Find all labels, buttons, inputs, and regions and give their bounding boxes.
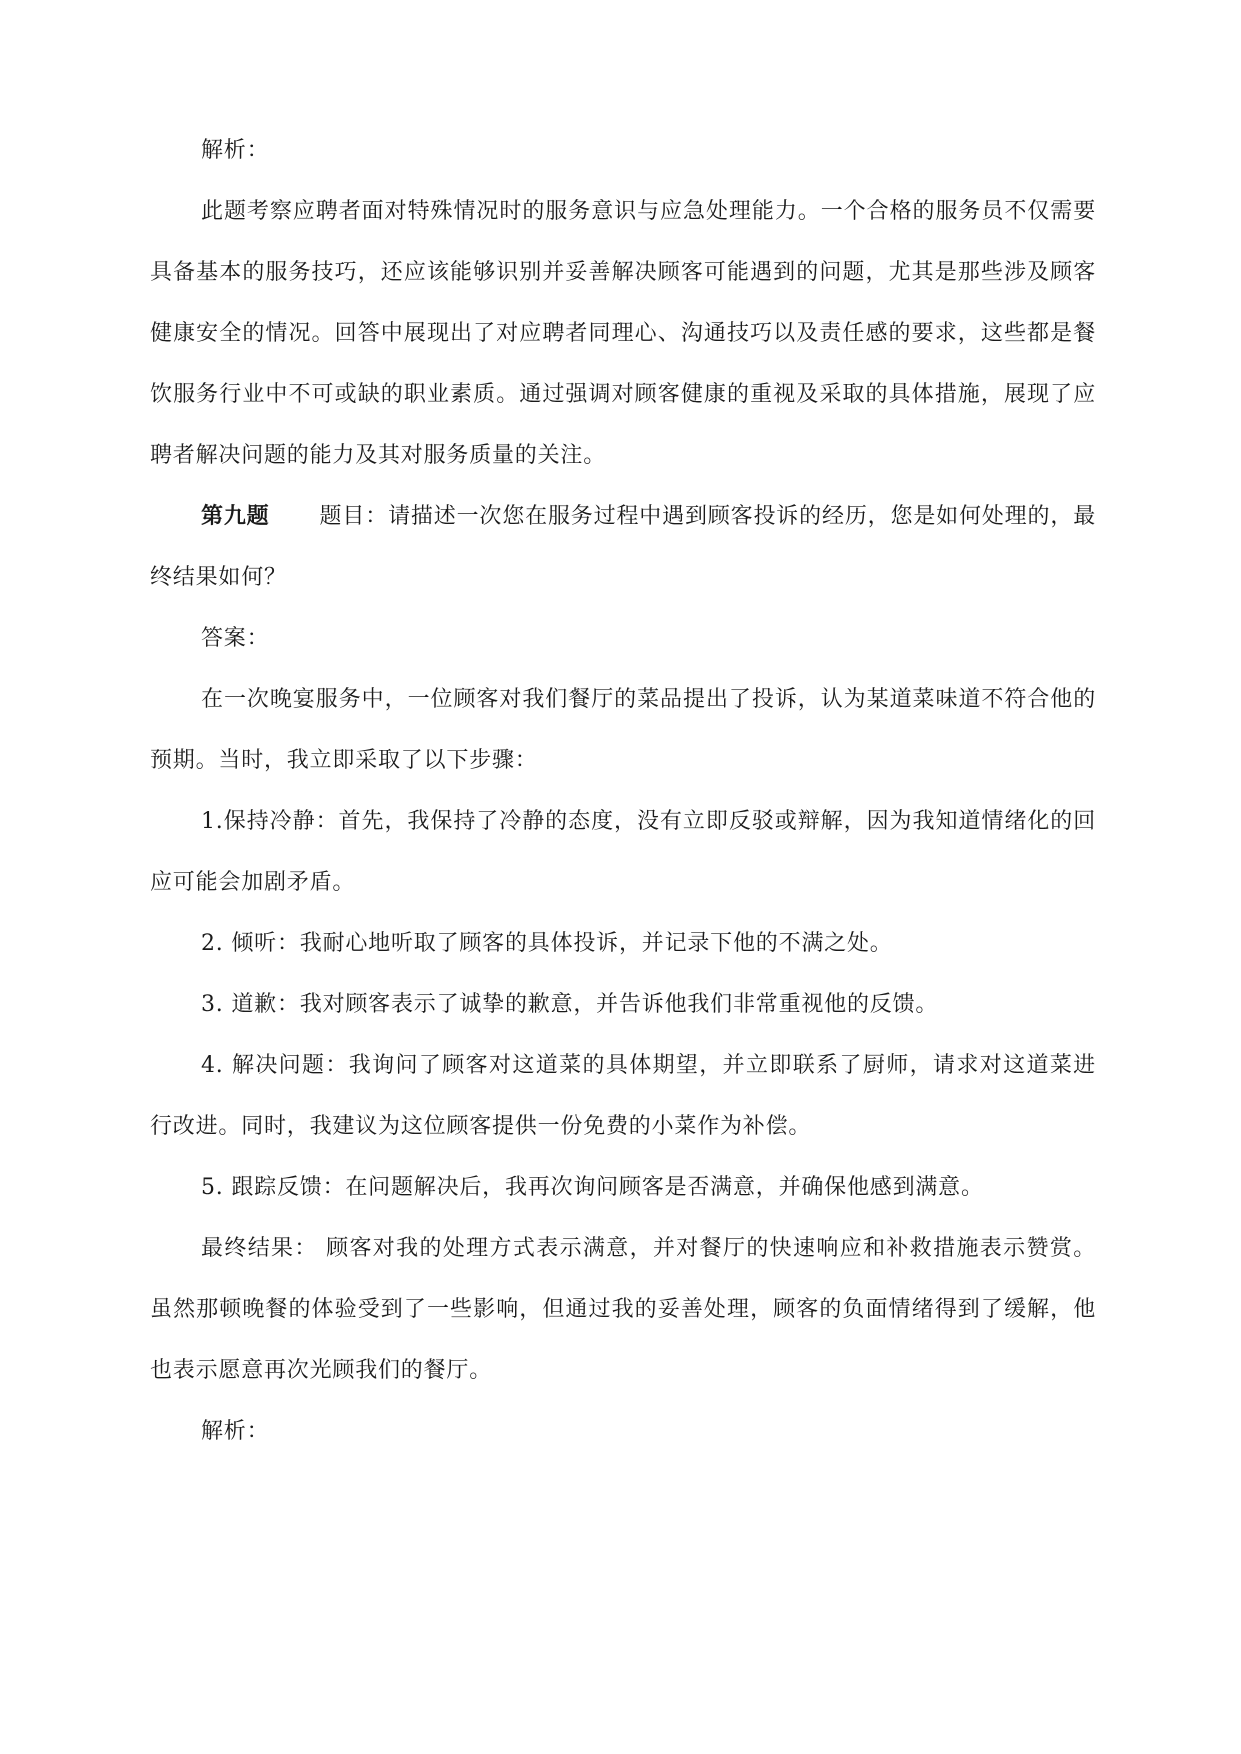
analysis-paragraph: 此题考察应聘者面对特殊情况时的服务意识与应急处理能力。一个合格的服务员不仅需要具备基本的服务技巧，还应该能够识别并妥善解决顾客可能遇到的问题，尤其是那些涉及顾客健康安全的情况。回答中展现出了对应聘者同理心、沟通技巧以及责任感的要求，这些都是餐饮服务行业中不可或缺的职业素质。通过强调对顾客健康的重视及采取的具体措施，展现了应聘者解决问题的能力及其对服务质量的关注。 <box>150 199 1096 468</box>
question-paragraph <box>150 486 1096 608</box>
step-item: 1.保持冷静：首先，我保持了冷静的态度，没有立即反驳或辩解，因为我知道情绪化的回应可能会加剧矛盾。 <box>150 809 1096 895</box>
question-text: 请描述一次您在服务过程中遇到顾客投诉的经历，您是如何处理的，最终结果如何？ <box>150 504 1096 590</box>
step-item: 3. 道歉：我对顾客表示了诚挚的歉意，并告诉他我们非常重视他的反馈。 <box>201 992 939 1017</box>
document-body <box>150 120 1096 1462</box>
step-item: 5. 跟踪反馈：在问题解决后，我再次询问顾客是否满意，并确保他感到满意。 <box>201 1175 984 1200</box>
result-paragraph <box>150 1218 1096 1401</box>
question-number: 第九题 <box>201 503 270 529</box>
analysis-label: 解析： <box>201 138 270 163</box>
step-item: 4. 解决问题：我询问了顾客对这道菜的具体期望，并立即联系了厨师，请求对这道菜进行改进。同时，我建议为这位顾客提供一份免费的小菜作为补偿。 <box>150 1053 1096 1139</box>
result-text: 顾客对我的处理方式表示满意，并对餐厅的快速响应和补救措施表示赞赏。虽然那顿晚餐的体验受到了一些影响，但通过我的妥善处理，顾客的负面情绪得到了缓解，他也表示愿意再次光顾我们的餐厅。 <box>150 1236 1096 1383</box>
result-label: 最终结果： <box>201 1236 318 1261</box>
answer-intro: 在一次晚宴服务中，一位顾客对我们餐厅的菜品提出了投诉，认为某道菜味道不符合他的预期。当时，我立即采取了以下步骤： <box>150 687 1096 773</box>
step-item: 2. 倾听：我耐心地听取了顾客的具体投诉，并记录下他的不满之处。 <box>201 931 893 956</box>
analysis-label: 解析： <box>201 1419 270 1444</box>
question-label: 题目： <box>319 504 389 529</box>
answer-label: 答案： <box>201 626 270 651</box>
